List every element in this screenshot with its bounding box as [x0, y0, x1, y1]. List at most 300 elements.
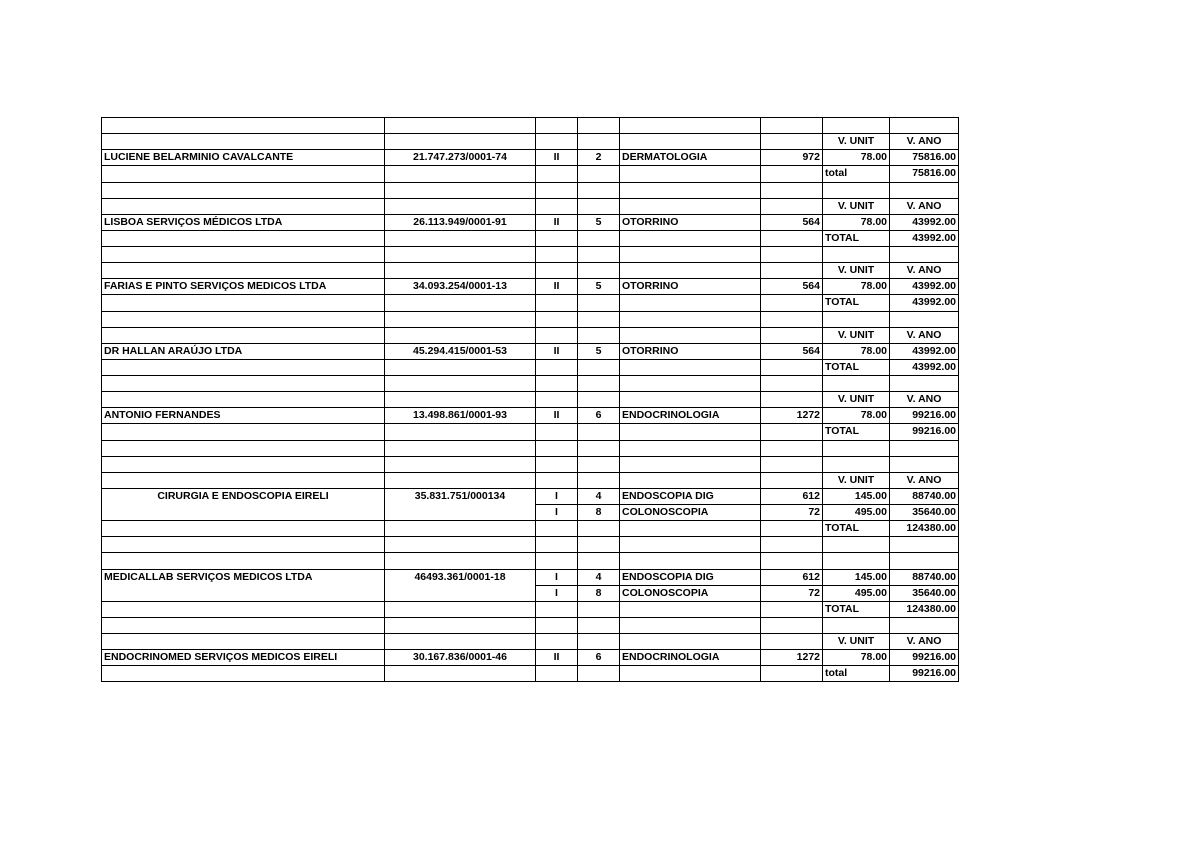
annual-value-cell: 43992.00	[890, 279, 959, 295]
quantity-cell	[761, 601, 823, 617]
unit-price-cell: V. UNIT	[823, 472, 890, 488]
cnpj-cell	[385, 617, 536, 633]
lot-cell	[536, 230, 578, 246]
lot-cell	[536, 521, 578, 537]
provider-name-cell	[102, 666, 385, 682]
annual-value-cell: 35640.00	[890, 505, 959, 521]
item-cell: 5	[578, 279, 620, 295]
table-row	[102, 505, 959, 521]
annual-value-cell: 43992.00	[890, 343, 959, 359]
table-row	[102, 456, 959, 472]
table-row	[102, 634, 959, 650]
quantity-cell	[761, 198, 823, 214]
lot-cell	[536, 553, 578, 569]
lot-cell	[536, 634, 578, 650]
quantity-cell: 612	[761, 488, 823, 504]
provider-name-cell	[102, 134, 385, 150]
specialty-cell: OTORRINO	[620, 279, 761, 295]
quantity-cell: 564	[761, 279, 823, 295]
specialty-cell	[620, 198, 761, 214]
provider-name-cell	[102, 424, 385, 440]
provider-name-cell	[102, 198, 385, 214]
item-cell: 6	[578, 408, 620, 424]
table-row	[102, 134, 959, 150]
table-row	[102, 150, 959, 166]
annual-value-cell	[890, 553, 959, 569]
item-cell	[578, 311, 620, 327]
provider-name-cell	[102, 327, 385, 343]
quantity-cell	[761, 376, 823, 392]
provider-name-cell	[102, 585, 385, 601]
unit-price-cell: 495.00	[823, 585, 890, 601]
unit-price-cell: V. UNIT	[823, 392, 890, 408]
cnpj-cell: 30.167.836/0001-46	[385, 650, 536, 666]
provider-name-cell	[102, 634, 385, 650]
item-cell	[578, 634, 620, 650]
annual-value-cell: V. ANO	[890, 198, 959, 214]
item-cell	[578, 182, 620, 198]
lot-cell: II	[536, 150, 578, 166]
table-row	[102, 392, 959, 408]
item-cell	[578, 601, 620, 617]
cnpj-cell	[385, 585, 536, 601]
unit-price-cell: V. UNIT	[823, 634, 890, 650]
quantity-cell	[761, 440, 823, 456]
item-cell	[578, 166, 620, 182]
table-row	[102, 118, 959, 134]
cnpj-cell	[385, 247, 536, 263]
annual-value-cell: 99216.00	[890, 424, 959, 440]
table-row	[102, 166, 959, 182]
lot-cell	[536, 601, 578, 617]
item-cell	[578, 134, 620, 150]
unit-price-cell: 78.00	[823, 150, 890, 166]
annual-value-cell: 75816.00	[890, 166, 959, 182]
table-row	[102, 359, 959, 375]
lot-cell	[536, 295, 578, 311]
provider-name-cell	[102, 505, 385, 521]
lot-cell	[536, 198, 578, 214]
lot-cell: I	[536, 585, 578, 601]
lot-cell	[536, 537, 578, 553]
unit-price-cell	[823, 247, 890, 263]
lot-cell: II	[536, 343, 578, 359]
annual-value-cell	[890, 376, 959, 392]
provider-name-cell	[102, 553, 385, 569]
unit-price-cell	[823, 182, 890, 198]
unit-price-cell	[823, 440, 890, 456]
specialty-cell	[620, 521, 761, 537]
lot-cell	[536, 617, 578, 633]
unit-price-cell: V. UNIT	[823, 263, 890, 279]
lot-cell	[536, 424, 578, 440]
cnpj-cell	[385, 553, 536, 569]
item-cell	[578, 521, 620, 537]
unit-price-cell	[823, 376, 890, 392]
annual-value-cell	[890, 247, 959, 263]
quantity-cell	[761, 311, 823, 327]
unit-price-cell: V. UNIT	[823, 198, 890, 214]
item-cell	[578, 392, 620, 408]
annual-value-cell: V. ANO	[890, 263, 959, 279]
specialty-cell	[620, 118, 761, 134]
cnpj-cell: 21.747.273/0001-74	[385, 150, 536, 166]
unit-price-cell: total	[823, 666, 890, 682]
annual-value-cell	[890, 617, 959, 633]
annual-value-cell: 99216.00	[890, 666, 959, 682]
specialty-cell	[620, 134, 761, 150]
table-row	[102, 666, 959, 682]
provider-name-cell: LISBOA SERVIÇOS MÉDICOS LTDA	[102, 214, 385, 230]
provider-name-cell: CIRURGIA E ENDOSCOPIA EIRELI	[102, 488, 385, 504]
provider-name-cell	[102, 359, 385, 375]
cnpj-cell	[385, 295, 536, 311]
cnpj-cell: 46493.361/0001-18	[385, 569, 536, 585]
quantity-cell	[761, 424, 823, 440]
table-row	[102, 343, 959, 359]
item-cell: 4	[578, 569, 620, 585]
quantity-cell: 1272	[761, 408, 823, 424]
unit-price-cell: 145.00	[823, 488, 890, 504]
lot-cell	[536, 263, 578, 279]
annual-value-cell: 99216.00	[890, 650, 959, 666]
item-cell	[578, 118, 620, 134]
provider-name-cell	[102, 311, 385, 327]
table-row	[102, 569, 959, 585]
table-row	[102, 295, 959, 311]
table-row	[102, 537, 959, 553]
item-cell	[578, 198, 620, 214]
provider-name-cell: FARIAS E PINTO SERVIÇOS MEDICOS LTDA	[102, 279, 385, 295]
cnpj-cell: 34.093.254/0001-13	[385, 279, 536, 295]
unit-price-cell	[823, 553, 890, 569]
cnpj-cell	[385, 521, 536, 537]
lot-cell: I	[536, 569, 578, 585]
specialty-cell	[620, 601, 761, 617]
lot-cell	[536, 247, 578, 263]
provider-name-cell	[102, 617, 385, 633]
annual-value-cell	[890, 440, 959, 456]
annual-value-cell: 88740.00	[890, 488, 959, 504]
lot-cell	[536, 166, 578, 182]
quantity-cell	[761, 634, 823, 650]
annual-value-cell: 124380.00	[890, 521, 959, 537]
cnpj-cell	[385, 376, 536, 392]
specialty-cell: ENDOCRINOLOGIA	[620, 408, 761, 424]
table-row	[102, 214, 959, 230]
cnpj-cell	[385, 424, 536, 440]
item-cell	[578, 456, 620, 472]
contracts-table	[101, 117, 959, 682]
cnpj-cell	[385, 198, 536, 214]
annual-value-cell	[890, 456, 959, 472]
specialty-cell	[620, 359, 761, 375]
annual-value-cell: 88740.00	[890, 569, 959, 585]
table-row	[102, 198, 959, 214]
specialty-cell	[620, 295, 761, 311]
quantity-cell: 564	[761, 214, 823, 230]
table-row	[102, 327, 959, 343]
unit-price-cell: TOTAL	[823, 521, 890, 537]
quantity-cell	[761, 134, 823, 150]
item-cell: 6	[578, 650, 620, 666]
lot-cell	[536, 134, 578, 150]
cnpj-cell	[385, 230, 536, 246]
quantity-cell	[761, 182, 823, 198]
quantity-cell	[761, 553, 823, 569]
provider-name-cell: DR HALLAN ARAÚJO LTDA	[102, 343, 385, 359]
annual-value-cell: 43992.00	[890, 214, 959, 230]
provider-name-cell: MEDICALLAB SERVIÇOS MEDICOS LTDA	[102, 569, 385, 585]
unit-price-cell	[823, 456, 890, 472]
table-row	[102, 408, 959, 424]
item-cell	[578, 537, 620, 553]
specialty-cell	[620, 634, 761, 650]
lot-cell: II	[536, 279, 578, 295]
provider-name-cell	[102, 230, 385, 246]
unit-price-cell: 78.00	[823, 650, 890, 666]
cnpj-cell	[385, 263, 536, 279]
lot-cell: I	[536, 488, 578, 504]
lot-cell	[536, 666, 578, 682]
cnpj-cell	[385, 182, 536, 198]
annual-value-cell: V. ANO	[890, 472, 959, 488]
cnpj-cell	[385, 166, 536, 182]
quantity-cell	[761, 247, 823, 263]
lot-cell: I	[536, 505, 578, 521]
lot-cell	[536, 440, 578, 456]
cnpj-cell	[385, 118, 536, 134]
table-row	[102, 182, 959, 198]
quantity-cell: 72	[761, 585, 823, 601]
specialty-cell	[620, 537, 761, 553]
specialty-cell: OTORRINO	[620, 214, 761, 230]
specialty-cell	[620, 247, 761, 263]
specialty-cell: DERMATOLOGIA	[620, 150, 761, 166]
specialty-cell	[620, 424, 761, 440]
specialty-cell	[620, 327, 761, 343]
table-row	[102, 279, 959, 295]
item-cell: 4	[578, 488, 620, 504]
quantity-cell	[761, 456, 823, 472]
table-row	[102, 650, 959, 666]
item-cell: 8	[578, 585, 620, 601]
item-cell: 2	[578, 150, 620, 166]
quantity-cell: 612	[761, 569, 823, 585]
item-cell	[578, 553, 620, 569]
provider-name-cell	[102, 537, 385, 553]
specialty-cell: OTORRINO	[620, 343, 761, 359]
unit-price-cell: TOTAL	[823, 601, 890, 617]
quantity-cell	[761, 230, 823, 246]
cnpj-cell: 45.294.415/0001-53	[385, 343, 536, 359]
annual-value-cell	[890, 311, 959, 327]
item-cell	[578, 230, 620, 246]
table-row	[102, 424, 959, 440]
quantity-cell	[761, 118, 823, 134]
unit-price-cell: TOTAL	[823, 295, 890, 311]
unit-price-cell: 495.00	[823, 505, 890, 521]
annual-value-cell: 75816.00	[890, 150, 959, 166]
unit-price-cell: 145.00	[823, 569, 890, 585]
specialty-cell	[620, 376, 761, 392]
annual-value-cell	[890, 182, 959, 198]
quantity-cell	[761, 327, 823, 343]
quantity-cell	[761, 521, 823, 537]
lot-cell	[536, 118, 578, 134]
unit-price-cell: TOTAL	[823, 359, 890, 375]
provider-name-cell	[102, 456, 385, 472]
item-cell	[578, 263, 620, 279]
quantity-cell	[761, 263, 823, 279]
annual-value-cell: 124380.00	[890, 601, 959, 617]
table-row	[102, 601, 959, 617]
unit-price-cell: 78.00	[823, 408, 890, 424]
unit-price-cell	[823, 617, 890, 633]
provider-name-cell: ANTONIO FERNANDES	[102, 408, 385, 424]
unit-price-cell: TOTAL	[823, 424, 890, 440]
provider-name-cell	[102, 263, 385, 279]
quantity-cell	[761, 392, 823, 408]
lot-cell	[536, 327, 578, 343]
annual-value-cell: V. ANO	[890, 634, 959, 650]
table-row	[102, 553, 959, 569]
specialty-cell: ENDOSCOPIA DIG	[620, 488, 761, 504]
specialty-cell	[620, 440, 761, 456]
unit-price-cell: 78.00	[823, 214, 890, 230]
cnpj-cell	[385, 456, 536, 472]
specialty-cell: COLONOSCOPIA	[620, 585, 761, 601]
provider-name-cell	[102, 392, 385, 408]
cnpj-cell	[385, 472, 536, 488]
item-cell	[578, 359, 620, 375]
provider-name-cell	[102, 182, 385, 198]
cnpj-cell	[385, 505, 536, 521]
cnpj-cell	[385, 537, 536, 553]
specialty-cell	[620, 311, 761, 327]
lot-cell: II	[536, 408, 578, 424]
annual-value-cell: 43992.00	[890, 359, 959, 375]
unit-price-cell	[823, 537, 890, 553]
annual-value-cell: 35640.00	[890, 585, 959, 601]
provider-name-cell: LUCIENE BELARMINIO CAVALCANTE	[102, 150, 385, 166]
quantity-cell	[761, 666, 823, 682]
specialty-cell	[620, 456, 761, 472]
unit-price-cell: TOTAL	[823, 230, 890, 246]
cnpj-cell	[385, 134, 536, 150]
lot-cell	[536, 472, 578, 488]
specialty-cell	[620, 392, 761, 408]
annual-value-cell: 43992.00	[890, 295, 959, 311]
item-cell	[578, 617, 620, 633]
table-row	[102, 488, 959, 504]
item-cell: 5	[578, 214, 620, 230]
quantity-cell	[761, 295, 823, 311]
cnpj-cell	[385, 392, 536, 408]
table-row	[102, 263, 959, 279]
table-row	[102, 521, 959, 537]
unit-price-cell: 78.00	[823, 279, 890, 295]
quantity-cell	[761, 537, 823, 553]
quantity-cell	[761, 166, 823, 182]
specialty-cell	[620, 666, 761, 682]
table-row	[102, 585, 959, 601]
lot-cell: II	[536, 650, 578, 666]
provider-name-cell	[102, 118, 385, 134]
provider-name-cell: ENDOCRINOMED SERVIÇOS MEDICOS EIRELI	[102, 650, 385, 666]
specialty-cell: ENDOSCOPIA DIG	[620, 569, 761, 585]
cnpj-cell: 26.113.949/0001-91	[385, 214, 536, 230]
cnpj-cell: 13.498.861/0001-93	[385, 408, 536, 424]
lot-cell	[536, 359, 578, 375]
item-cell	[578, 424, 620, 440]
item-cell	[578, 472, 620, 488]
provider-name-cell	[102, 521, 385, 537]
lot-cell: II	[536, 214, 578, 230]
table-row	[102, 230, 959, 246]
annual-value-cell: V. ANO	[890, 134, 959, 150]
quantity-cell	[761, 617, 823, 633]
cnpj-cell	[385, 666, 536, 682]
quantity-cell: 564	[761, 343, 823, 359]
table-row	[102, 472, 959, 488]
annual-value-cell: V. ANO	[890, 327, 959, 343]
annual-value-cell: V. ANO	[890, 392, 959, 408]
annual-value-cell: 43992.00	[890, 230, 959, 246]
annual-value-cell	[890, 118, 959, 134]
lot-cell	[536, 376, 578, 392]
table-row	[102, 440, 959, 456]
provider-name-cell	[102, 376, 385, 392]
lot-cell	[536, 392, 578, 408]
table-row	[102, 311, 959, 327]
cnpj-cell	[385, 359, 536, 375]
provider-name-cell	[102, 295, 385, 311]
quantity-cell	[761, 359, 823, 375]
item-cell: 5	[578, 343, 620, 359]
specialty-cell	[620, 617, 761, 633]
unit-price-cell	[823, 311, 890, 327]
specialty-cell	[620, 182, 761, 198]
unit-price-cell: 78.00	[823, 343, 890, 359]
unit-price-cell: V. UNIT	[823, 134, 890, 150]
unit-price-cell: total	[823, 166, 890, 182]
unit-price-cell	[823, 118, 890, 134]
item-cell	[578, 247, 620, 263]
quantity-cell	[761, 472, 823, 488]
item-cell: 8	[578, 505, 620, 521]
specialty-cell	[620, 263, 761, 279]
specialty-cell	[620, 553, 761, 569]
cnpj-cell: 35.831.751/000134	[385, 488, 536, 504]
unit-price-cell: V. UNIT	[823, 327, 890, 343]
annual-value-cell: 99216.00	[890, 408, 959, 424]
cnpj-cell	[385, 311, 536, 327]
specialty-cell	[620, 472, 761, 488]
specialty-cell	[620, 166, 761, 182]
annual-value-cell	[890, 537, 959, 553]
specialty-cell: ENDOCRINOLOGIA	[620, 650, 761, 666]
specialty-cell	[620, 230, 761, 246]
provider-name-cell	[102, 247, 385, 263]
quantity-cell: 72	[761, 505, 823, 521]
item-cell	[578, 295, 620, 311]
cnpj-cell	[385, 440, 536, 456]
provider-name-cell	[102, 166, 385, 182]
item-cell	[578, 440, 620, 456]
table-row	[102, 376, 959, 392]
provider-name-cell	[102, 472, 385, 488]
